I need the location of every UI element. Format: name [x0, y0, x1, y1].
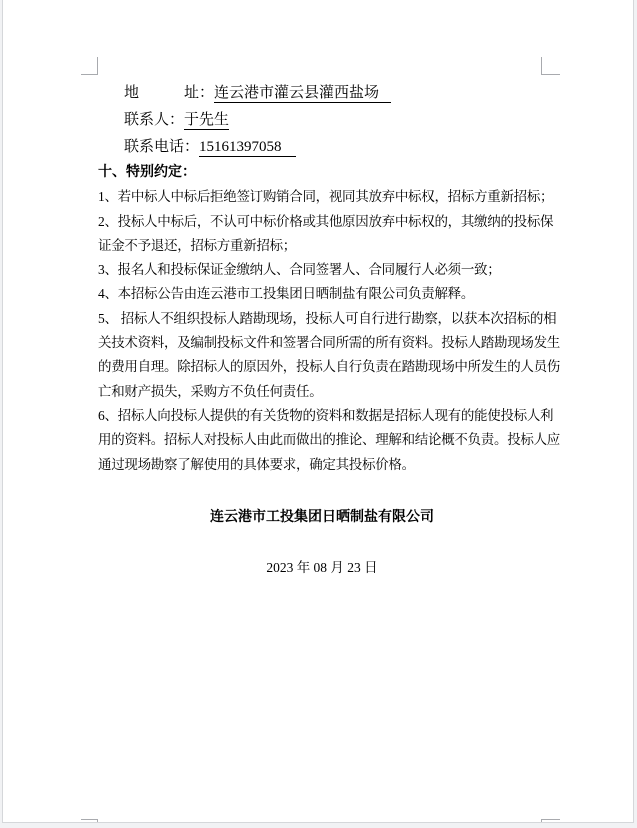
address-row: [124, 80, 546, 107]
signature-company: 连云港市工投集团日晒制盐有限公司: [210, 509, 434, 525]
document-page[interactable]: [2, 0, 634, 823]
contact-phone-row: [124, 134, 546, 161]
section-heading: 十、特别约定：: [98, 165, 196, 180]
contact-person-value: 于先生: [184, 112, 230, 128]
text-boundary-mark-bottom-left: [81, 819, 98, 823]
clause-6-line: 用的资料。招标人对投标人由此而做出的推论、理解和结论概不负责。投标人应: [98, 432, 560, 448]
clause-5-line: 5、 招标人不组织投标人踏勘现场，投标人可自行进行勘察，以获本次招标的相: [98, 310, 557, 326]
clause-2-line: 2、投标人中标后，不认可中标价格或其他原因放弃中标权的，其缴纳的投标保: [98, 213, 554, 229]
signature-date: 2023 年 08 月 23 日: [266, 560, 378, 576]
contact-person-label: 联系人：: [124, 112, 185, 128]
text-boundary-mark-bottom-right: [541, 819, 560, 823]
text-boundary-mark-top-right: [541, 57, 560, 75]
clause-4-line: 4、本招标公告由连云港市工投集团日晒制盐有限公司负责解释。: [98, 286, 475, 302]
contact-phone-label: 联系电话：: [124, 139, 200, 155]
address-value: 连云港市灌云县灌西盐场: [214, 85, 391, 103]
clause-3-line: 3、报名人和投标保证金缴纳人、合同签署人、合同履行人必须一致；: [98, 262, 501, 278]
clause-6-line: 通过现场勘察了解使用的具体要求，确定其投标价格。: [98, 456, 415, 472]
document-body: [98, 80, 560, 580]
clause-5-line: 亡和财产损失，采购方不负任何责任。: [98, 383, 323, 399]
contact-phone-value: 15161397058: [199, 139, 296, 157]
clause-5-line: 的费用自理。除招标人的原因外，投标人自行负责在踏勘现场中所发生的人员伤: [98, 359, 560, 375]
address-label: 地 址：: [124, 85, 215, 101]
contact-person-row: [124, 107, 546, 134]
clause-5-line: 关技术资料，及编制投标文件和签署合同所需的所有资料。投标人踏勘现场发生: [98, 335, 560, 351]
clause-1-line: 1、若中标人中标后拒绝签订购销合同，视同其放弃中标权，招标方重新招标；: [98, 189, 554, 205]
clause-6-line: 6、招标人向投标人提供的有关货物的资料和数据是招标人现有的能使投标人利: [98, 407, 554, 423]
clause-2-line: 证金不予退还，招标方重新招标；: [98, 237, 296, 253]
text-boundary-mark-top-left: [81, 57, 98, 75]
